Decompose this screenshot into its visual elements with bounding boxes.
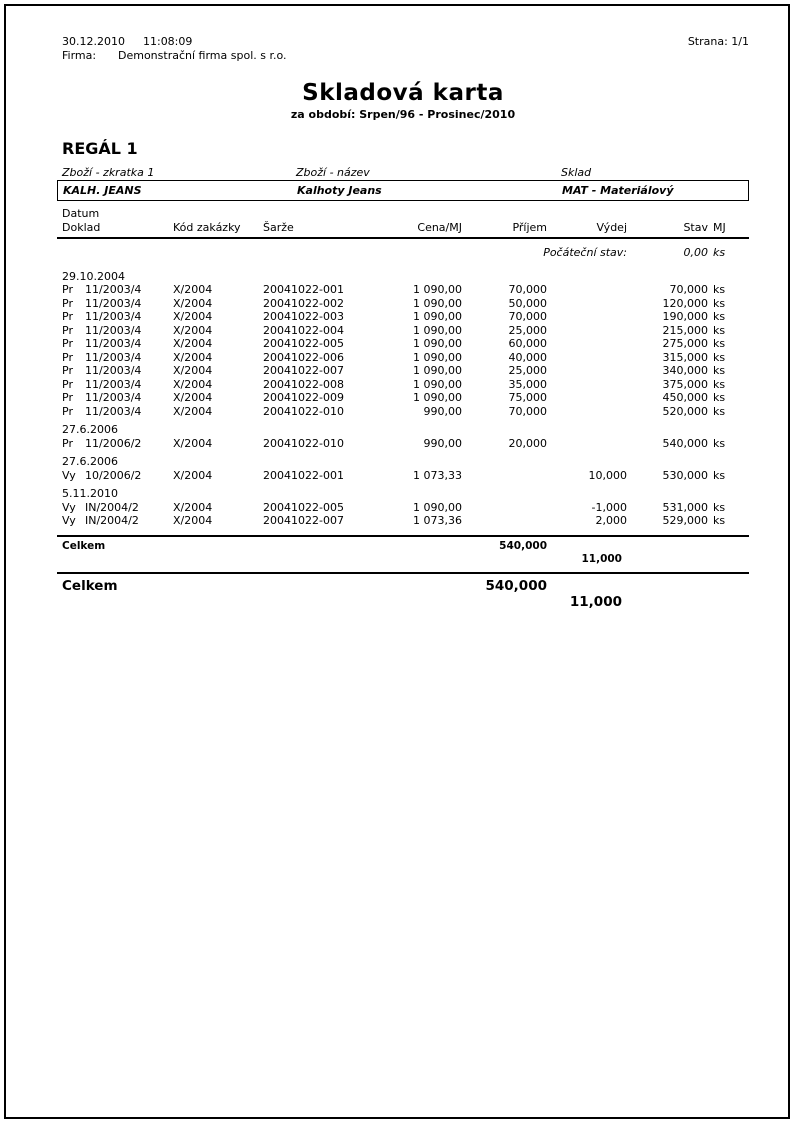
col-header-sarze: Šarže (263, 220, 294, 234)
order-code: X/2004 (173, 404, 213, 418)
order-code: X/2004 (173, 296, 213, 310)
unit-price: 1 090,00 (413, 364, 462, 377)
date-group-label: 29.10.2004 (62, 269, 125, 283)
unit: ks (713, 436, 726, 450)
movement-type: Pr (62, 337, 73, 350)
receipt-qty: 75,000 (508, 391, 547, 404)
batch-number: 20041022-007 (263, 364, 344, 377)
unit-price: 990,00 (423, 436, 462, 450)
stock-state: 530,000 (662, 468, 708, 482)
batch-number: 20041022-005 (263, 500, 344, 514)
stock-state: 190,000 (662, 310, 708, 323)
date-group-label: 27.6.2006 (62, 423, 118, 436)
issue-qty (547, 378, 627, 392)
batch-number: 20041022-004 (263, 323, 344, 337)
value-warehouse: MAT - Materiálový (562, 184, 674, 197)
table-row (57, 437, 749, 451)
firm-row (57, 49, 749, 63)
issue-qty (547, 310, 627, 324)
col-header-row (57, 221, 749, 235)
report-header (57, 35, 749, 49)
stock-state: 275,000 (662, 337, 708, 350)
receipt-qty: 70,000 (508, 404, 547, 418)
print-date: 30.12.2010 (62, 35, 125, 48)
firm-name: Demonstrační firma spol. s r.o. (118, 49, 287, 62)
item-labels-row (57, 166, 749, 180)
print-datetime (57, 35, 192, 49)
table-row (57, 283, 749, 297)
label-warehouse: Sklad (561, 166, 592, 179)
unit: ks (713, 323, 726, 337)
issue-qty (547, 297, 627, 311)
batch-number: 20041022-003 (263, 310, 344, 323)
grand-total-vydej: 11,000 (569, 593, 622, 610)
table-row (57, 351, 749, 365)
order-code: X/2004 (173, 500, 213, 514)
table-header (57, 207, 749, 234)
document-number: 11/2003/4 (85, 404, 142, 418)
grand-total-prijem: 540,000 (485, 577, 547, 594)
section-total-row2 (57, 553, 749, 566)
stock-state: 215,000 (662, 323, 708, 337)
movement-type: Pr (62, 377, 73, 391)
table-row (57, 391, 749, 405)
batch-number: 20041022-008 (263, 377, 344, 391)
issue-qty (547, 337, 627, 351)
label-item-shortcut: Zboží - zkratka 1 (62, 166, 155, 179)
issue-qty (547, 364, 627, 378)
date-group-label: 27.6.2006 (62, 455, 118, 468)
batch-number: 20041022-010 (263, 436, 344, 450)
receipt-qty (462, 514, 547, 528)
unit: ks (713, 391, 726, 404)
movement-type: Pr (62, 436, 73, 450)
order-code: X/2004 (173, 337, 213, 350)
stock-state: 340,000 (662, 364, 708, 377)
section-total-row (57, 540, 749, 553)
doc-cell (57, 501, 173, 515)
movement-type: Vy (62, 514, 76, 527)
col-header-kod-zakazky: Kód zakázky (173, 220, 241, 234)
receipt-qty: 35,000 (508, 377, 547, 391)
date-group-label: 5.11.2010 (62, 487, 118, 500)
issue-qty (547, 437, 627, 451)
document-number: 11/2003/4 (85, 391, 142, 404)
table-row (57, 501, 749, 515)
unit-price: 1 090,00 (413, 283, 462, 296)
movement-type: Vy (62, 468, 76, 482)
col-header-datum: Datum (62, 207, 100, 220)
doc-cell (57, 351, 173, 365)
receipt-qty (462, 469, 547, 483)
receipt-qty: 20,000 (508, 436, 547, 450)
print-time: 11:08:09 (142, 35, 193, 48)
unit-price: 1 073,36 (413, 514, 462, 527)
unit-price: 1 090,00 (413, 377, 462, 391)
col-header-prijem: Příjem (512, 220, 547, 234)
stock-state: 540,000 (662, 436, 708, 450)
order-code: X/2004 (173, 310, 213, 323)
table-row (57, 324, 749, 338)
doc-cell (57, 469, 173, 483)
movement-type: Pr (62, 296, 73, 310)
grand-total-block (57, 578, 749, 610)
stock-state: 520,000 (662, 404, 708, 418)
table-row (57, 310, 749, 324)
initial-state-label: Počáteční stav: (543, 246, 627, 259)
table-row (57, 378, 749, 392)
document-number: 11/2003/4 (85, 296, 142, 310)
receipt-qty: 50,000 (508, 296, 547, 310)
stock-state: 315,000 (662, 350, 708, 364)
stock-state: 529,000 (662, 514, 708, 527)
movement-type: Pr (62, 310, 73, 323)
movement-type: Vy (62, 500, 76, 514)
issue-qty (547, 405, 627, 419)
unit-price: 1 090,00 (413, 391, 462, 404)
col-header-doklad: Doklad (62, 220, 101, 234)
grand-total-label: Celkem (62, 577, 118, 594)
receipt-qty: 25,000 (508, 364, 547, 377)
doc-cell (57, 405, 173, 419)
receipt-qty (462, 501, 547, 515)
value-item-shortcut: KALH. JEANS (63, 184, 142, 197)
initial-state-value: 0,00 (683, 246, 708, 259)
order-code: X/2004 (173, 468, 213, 482)
unit: ks (713, 350, 726, 364)
doc-cell (57, 364, 173, 378)
batch-number: 20041022-001 (263, 283, 344, 296)
doc-cell (57, 324, 173, 338)
issue-qty (547, 391, 627, 405)
document-number: 10/2006/2 (85, 468, 142, 482)
table-row (57, 337, 749, 351)
issue-qty: 2,000 (595, 514, 627, 527)
unit: ks (713, 364, 726, 377)
receipt-qty: 70,000 (508, 310, 547, 323)
stock-state: 531,000 (662, 500, 708, 514)
report-content (57, 0, 749, 610)
grand-total-row2 (57, 594, 749, 610)
doc-cell (57, 378, 173, 392)
movement-type: Pr (62, 364, 73, 377)
unit: ks (713, 377, 726, 391)
batch-number: 20041022-010 (263, 404, 344, 418)
receipt-qty: 60,000 (508, 337, 547, 350)
order-code: X/2004 (173, 323, 213, 337)
unit: ks (713, 468, 726, 482)
stock-state: 450,000 (662, 391, 708, 404)
order-code: X/2004 (173, 283, 213, 296)
unit: ks (713, 500, 726, 514)
issue-qty (547, 324, 627, 338)
issue-qty: 10,000 (588, 468, 627, 482)
document-number: 11/2003/4 (85, 323, 142, 337)
issue-qty (547, 283, 627, 297)
unit-price: 1 090,00 (413, 323, 462, 337)
report-subtitle: za období: Srpen/96 - Prosinec/2010 (290, 108, 516, 121)
document-number: 11/2003/4 (85, 364, 142, 377)
unit: ks (713, 283, 726, 296)
section-heading: REGÁL 1 (62, 139, 138, 158)
issue-qty: -1,000 (591, 500, 627, 514)
batch-number: 20041022-007 (263, 514, 344, 527)
batch-number: 20041022-002 (263, 296, 344, 310)
value-item-name: Kalhoty Jeans (297, 184, 382, 197)
order-code: X/2004 (173, 350, 213, 364)
document-number: 11/2006/2 (85, 436, 142, 450)
table-row (57, 514, 749, 528)
doc-cell (57, 391, 173, 405)
document-number: 11/2003/4 (85, 337, 142, 350)
order-code: X/2004 (173, 377, 213, 391)
movement-type: Pr (62, 391, 73, 404)
unit-price: 1 090,00 (413, 500, 462, 514)
doc-cell (57, 437, 173, 451)
document-number: IN/2004/2 (85, 514, 139, 527)
item-values-box (57, 180, 749, 201)
table-row (57, 405, 749, 419)
document-number: 11/2003/4 (85, 377, 142, 391)
section-total-vydej: 11,000 (581, 552, 622, 565)
batch-number: 20041022-009 (263, 391, 344, 404)
section-total-label: Celkem (62, 539, 106, 552)
initial-state-row (57, 246, 749, 260)
stock-state: 70,000 (669, 283, 708, 296)
receipt-qty: 25,000 (508, 323, 547, 337)
unit-price: 990,00 (423, 404, 462, 418)
report-title: Skladová karta (302, 80, 504, 106)
receipt-qty: 40,000 (508, 350, 547, 364)
doc-cell (57, 297, 173, 311)
unit-price: 1 090,00 (413, 296, 462, 310)
issue-qty (547, 351, 627, 365)
section-total-block (57, 535, 749, 574)
unit: ks (713, 404, 726, 418)
movement-type: Pr (62, 350, 73, 364)
page-number: Strana: 1/1 (687, 35, 749, 48)
header-rule (57, 237, 749, 239)
table-row (57, 469, 749, 483)
unit: ks (713, 296, 726, 310)
order-code: X/2004 (173, 514, 213, 527)
batch-number: 20041022-005 (263, 337, 344, 350)
initial-state-unit: ks (713, 246, 726, 259)
unit-price: 1 090,00 (413, 337, 462, 350)
table-row (57, 364, 749, 378)
unit: ks (713, 514, 726, 527)
unit: ks (713, 337, 726, 350)
batch-number: 20041022-006 (263, 350, 344, 364)
section-total-prijem: 540,000 (499, 539, 547, 552)
unit-price: 1 090,00 (413, 350, 462, 364)
order-code: X/2004 (173, 391, 213, 404)
stock-state: 120,000 (662, 296, 708, 310)
col-header-vydej: Výdej (596, 220, 627, 234)
doc-cell (57, 310, 173, 324)
receipt-qty: 70,000 (508, 283, 547, 296)
batch-number: 20041022-001 (263, 468, 344, 482)
firm-label: Firma: (62, 49, 97, 62)
col-header-cena-mj: Cena/MJ (417, 220, 462, 234)
stock-state: 375,000 (662, 377, 708, 391)
movement-type: Pr (62, 323, 73, 337)
doc-cell (57, 337, 173, 351)
unit-price: 1 090,00 (413, 310, 462, 323)
unit: ks (713, 310, 726, 323)
movement-type: Pr (62, 283, 73, 296)
col-header-stav: Stav (683, 220, 708, 234)
order-code: X/2004 (173, 364, 213, 377)
col-header-mj: MJ (713, 220, 726, 234)
table-row (57, 297, 749, 311)
doc-cell (57, 514, 173, 528)
doc-cell (57, 283, 173, 297)
label-item-name: Zboží - název (296, 166, 370, 179)
document-number: 11/2003/4 (85, 310, 142, 323)
document-number: 11/2003/4 (85, 283, 142, 296)
order-code: X/2004 (173, 436, 213, 450)
unit-price: 1 073,33 (413, 468, 462, 482)
grand-total-row (57, 578, 749, 594)
document-number: 11/2003/4 (85, 350, 142, 364)
document-number: IN/2004/2 (85, 500, 139, 514)
movement-type: Pr (62, 404, 73, 418)
